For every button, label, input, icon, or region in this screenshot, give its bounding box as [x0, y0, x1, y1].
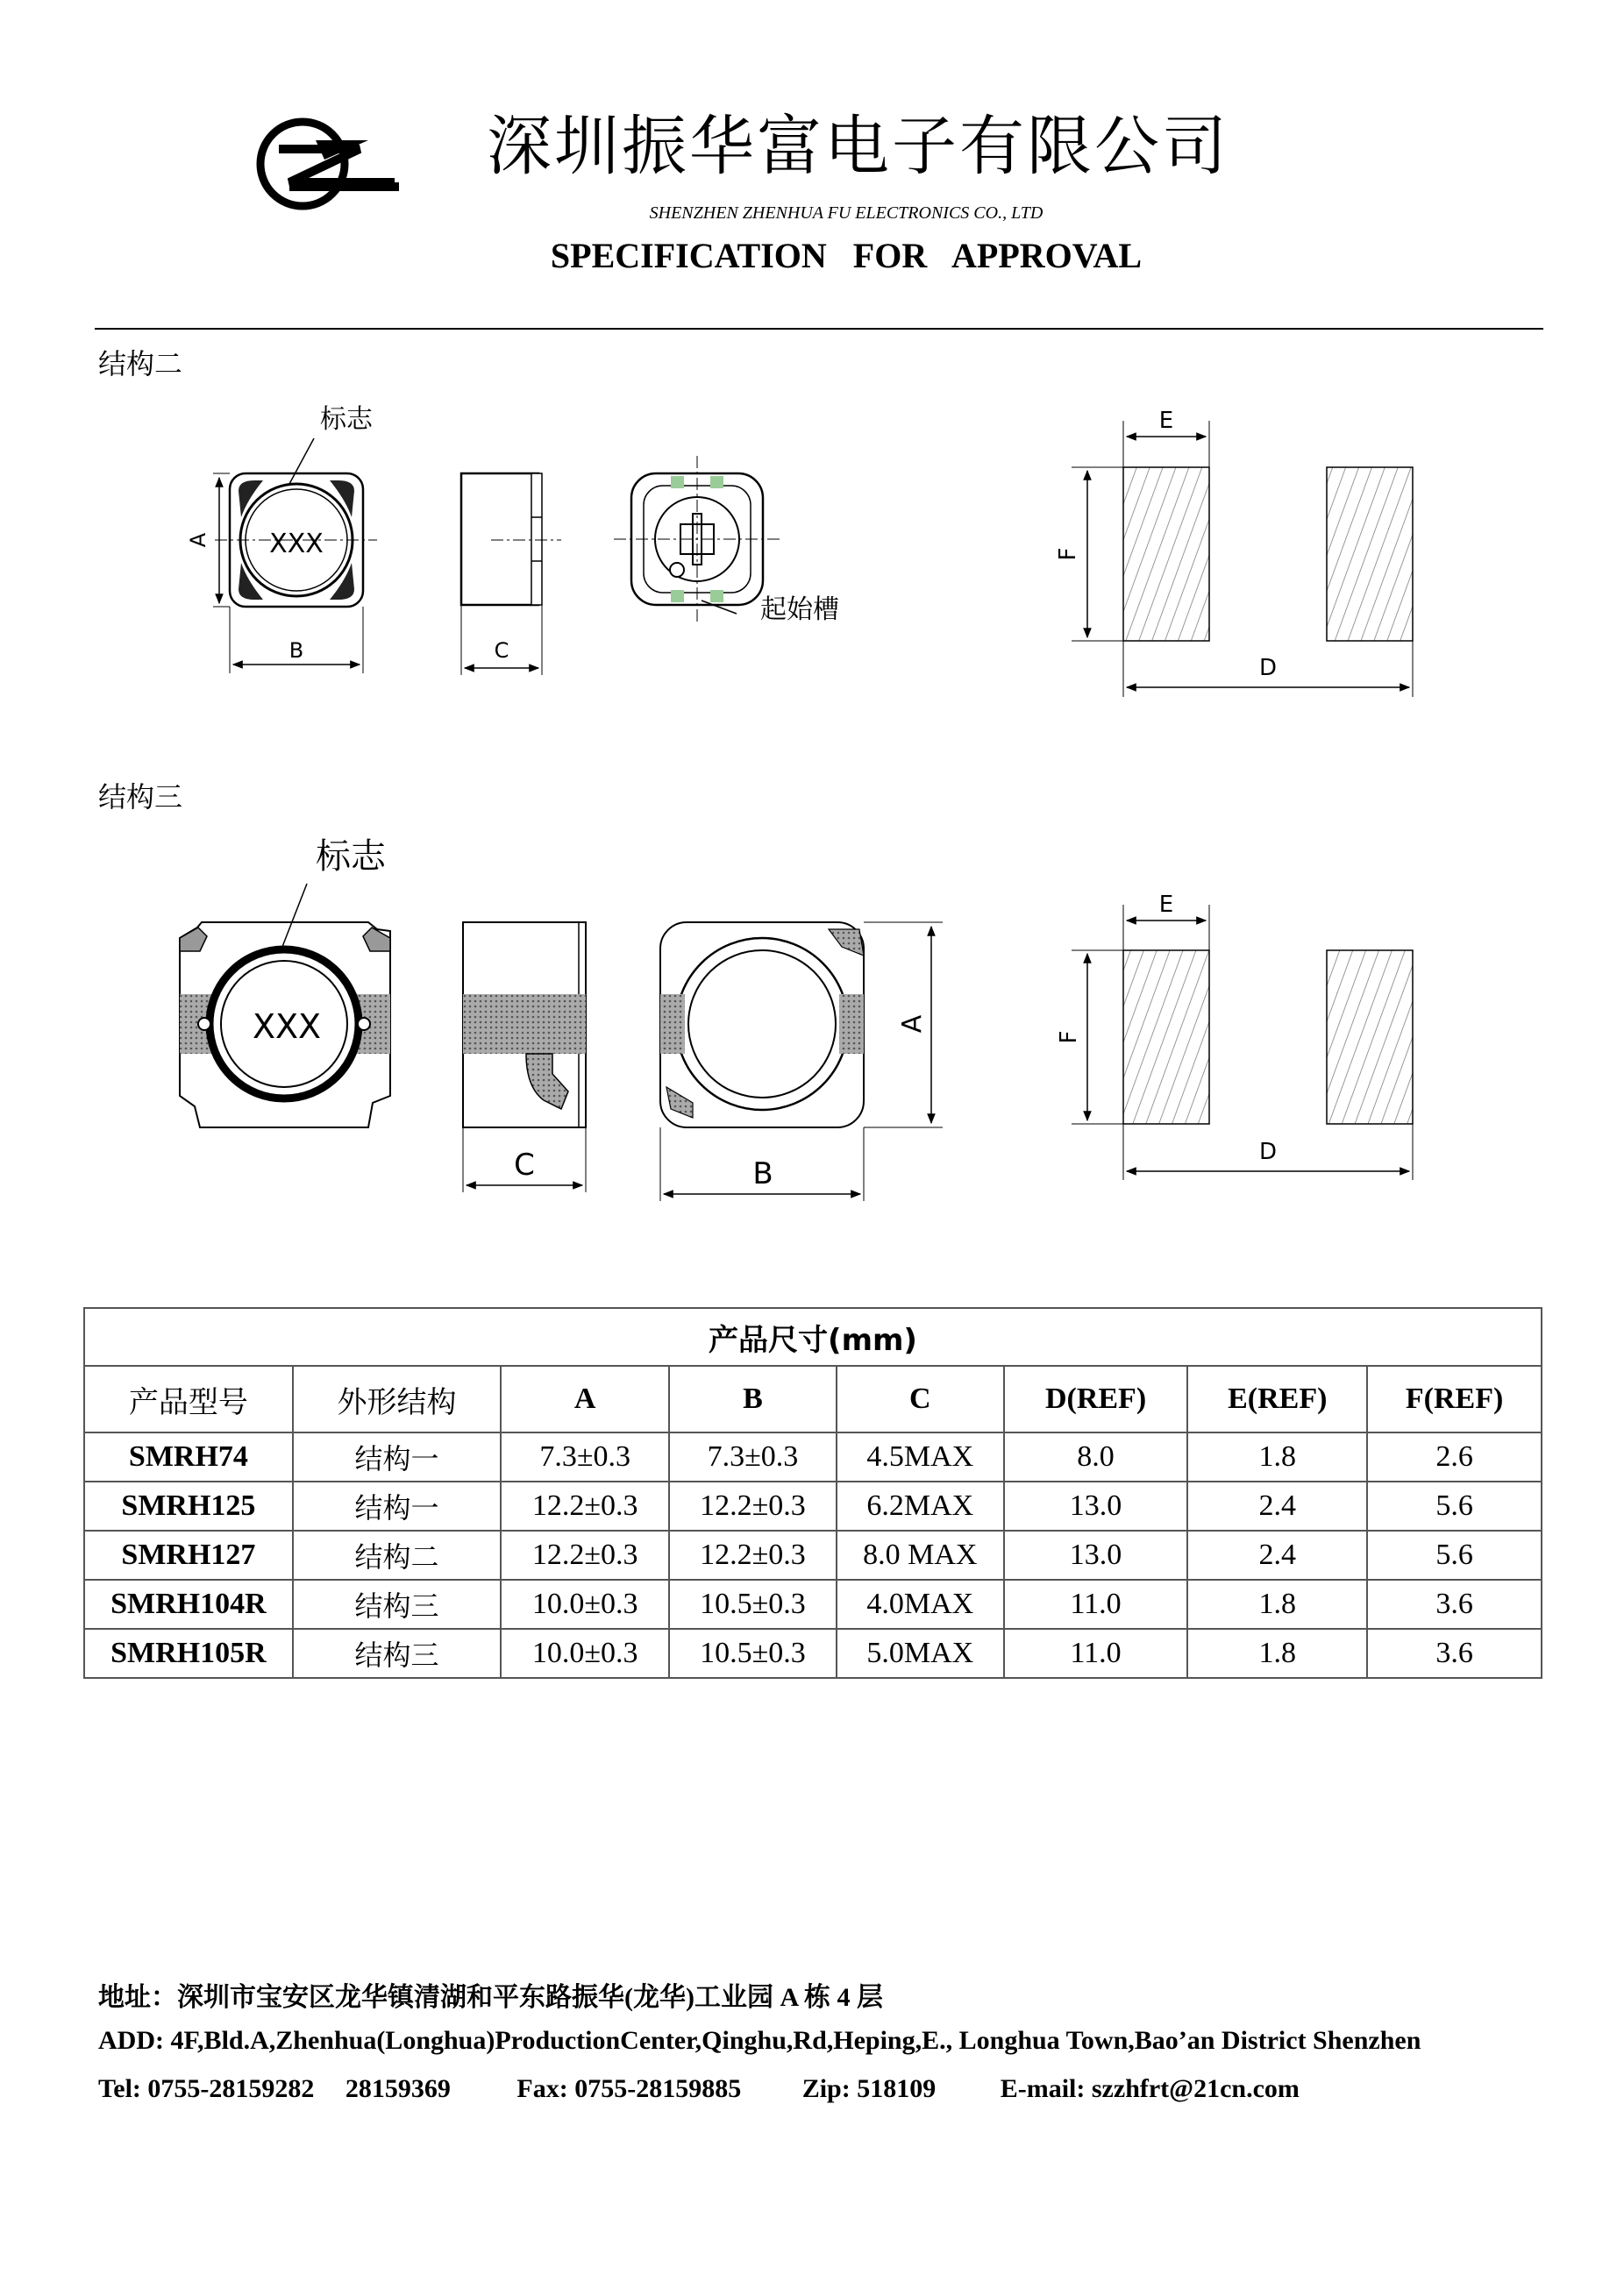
cell-a: 12.2±0.3 — [501, 1482, 669, 1531]
s2-top-view — [186, 404, 377, 673]
s2-mark-label: 标志 — [320, 404, 373, 435]
s3-dim-f: F — [1056, 1030, 1082, 1044]
cell-b: 12.2±0.3 — [669, 1482, 837, 1531]
tel: Tel: 0755-28159282 — [98, 2074, 315, 2103]
cell-a: 10.0±0.3 — [501, 1629, 669, 1678]
cell-model: SMRH104R — [84, 1580, 293, 1629]
table-row — [84, 1482, 1542, 1531]
address-cn: 地址：深圳市宝安区龙华镇清湖和平东路振华(龙华)工业园 A 栋 4 层 — [98, 1983, 883, 2012]
header-a: A — [501, 1366, 669, 1432]
s2-dim-b: B — [288, 638, 304, 663]
cell-a: 12.2±0.3 — [501, 1531, 669, 1580]
cell-d: 11.0 — [1004, 1629, 1188, 1678]
header-e: E(REF) — [1187, 1366, 1367, 1432]
s2-bottom-view — [614, 456, 839, 625]
cell-e: 1.8 — [1187, 1432, 1367, 1482]
s3-top-view — [180, 836, 390, 1127]
tel-2: 28159369 — [345, 2074, 451, 2103]
dimensions-table — [83, 1307, 1542, 1679]
header-c: C — [837, 1366, 1004, 1432]
cell-c: 8.0 MAX — [837, 1531, 1004, 1580]
table-title: 产品尺寸(mm) — [84, 1308, 1542, 1366]
s3-dim-e: E — [1158, 892, 1174, 918]
table-header-row — [84, 1366, 1542, 1432]
company-name-cn: 深圳振华富电子有限公司 — [487, 109, 1229, 184]
cell-f: 3.6 — [1367, 1629, 1542, 1678]
table-row — [84, 1432, 1542, 1482]
company-name-en: SHENZHEN ZHENHUA FU ELECTRONICS CO., LTD — [649, 203, 1043, 223]
cell-b: 10.5±0.3 — [669, 1580, 837, 1629]
section3-title: 结构三 — [98, 780, 183, 814]
s2-dim-c: C — [494, 638, 509, 663]
cell-f: 2.6 — [1367, 1432, 1542, 1482]
cell-f: 5.6 — [1367, 1482, 1542, 1531]
cell-e: 1.8 — [1187, 1580, 1367, 1629]
s2-dim-d: D — [1258, 655, 1278, 681]
s3-dim-d: D — [1258, 1139, 1278, 1165]
header-d: D(REF) — [1004, 1366, 1188, 1432]
s3-bottom-view — [660, 922, 943, 1201]
cell-e: 2.4 — [1187, 1531, 1367, 1580]
cell-d: 13.0 — [1004, 1482, 1188, 1531]
fax: Fax: 0755-28159885 — [516, 2074, 742, 2103]
cell-c: 6.2MAX — [837, 1482, 1004, 1531]
cell-structure: 结构一 — [293, 1482, 501, 1531]
cell-structure: 结构一 — [293, 1432, 501, 1482]
address-en: ADD: 4F,Bld.A,Zhenhua(Longhua)ProductionCenter,Qinghu,Rd,Heping,E., Longhua Town,Bao’an District Shenzhen — [98, 2026, 1421, 2055]
cell-d: 13.0 — [1004, 1531, 1188, 1580]
header-structure: 外形结构 — [293, 1366, 501, 1432]
zip: Zip: 518109 — [801, 2074, 937, 2103]
s2-land-pattern — [1055, 408, 1413, 697]
s2-dim-a: A — [186, 532, 210, 548]
table-row — [84, 1629, 1542, 1678]
table-row — [84, 1531, 1542, 1580]
cell-e: 1.8 — [1187, 1629, 1367, 1678]
cell-model: SMRH74 — [84, 1432, 293, 1482]
s2-dim-f: F — [1055, 547, 1081, 561]
cell-d: 8.0 — [1004, 1432, 1188, 1482]
cell-structure: 结构二 — [293, 1531, 501, 1580]
s3-mark-label: 标志 — [316, 836, 386, 877]
cell-c: 4.5MAX — [837, 1432, 1004, 1482]
cell-a: 10.0±0.3 — [501, 1580, 669, 1629]
cell-e: 2.4 — [1187, 1482, 1367, 1531]
s3-dim-c: C — [514, 1148, 535, 1183]
email: E-mail: szzhfrt@21cn.com — [1000, 2074, 1300, 2103]
s3-marking: XXX — [252, 1007, 322, 1046]
header-f: F(REF) — [1367, 1366, 1542, 1432]
cell-c: 5.0MAX — [837, 1629, 1004, 1678]
s3-side-view — [463, 922, 586, 1192]
cell-f: 3.6 — [1367, 1580, 1542, 1629]
header-model: 产品型号 — [84, 1366, 293, 1432]
cell-model: SMRH127 — [84, 1531, 293, 1580]
cell-f: 5.6 — [1367, 1531, 1542, 1580]
s3-dim-b: B — [752, 1156, 773, 1191]
table-row — [84, 1580, 1542, 1629]
cell-b: 12.2±0.3 — [669, 1531, 837, 1580]
cell-b: 10.5±0.3 — [669, 1629, 837, 1678]
s3-dim-a: A — [897, 1014, 928, 1034]
contact-line — [98, 2074, 1300, 2104]
s2-side-view — [461, 473, 561, 675]
cell-model: SMRH125 — [84, 1482, 293, 1531]
s3-land-pattern — [1056, 892, 1413, 1180]
s2-dim-e: E — [1158, 408, 1174, 434]
s2-slot-label: 起始槽 — [760, 594, 839, 625]
cell-model: SMRH105R — [84, 1629, 293, 1678]
s2-marking: XXX — [269, 529, 324, 559]
cell-b: 7.3±0.3 — [669, 1432, 837, 1482]
document-title: SPECIFICATION FOR APPROVAL — [550, 236, 1143, 275]
cell-a: 7.3±0.3 — [501, 1432, 669, 1482]
cell-structure: 结构三 — [293, 1629, 501, 1678]
section2-title: 结构二 — [98, 347, 183, 380]
cell-c: 4.0MAX — [837, 1580, 1004, 1629]
header-b: B — [669, 1366, 837, 1432]
cell-structure: 结构三 — [293, 1580, 501, 1629]
cell-d: 11.0 — [1004, 1580, 1188, 1629]
